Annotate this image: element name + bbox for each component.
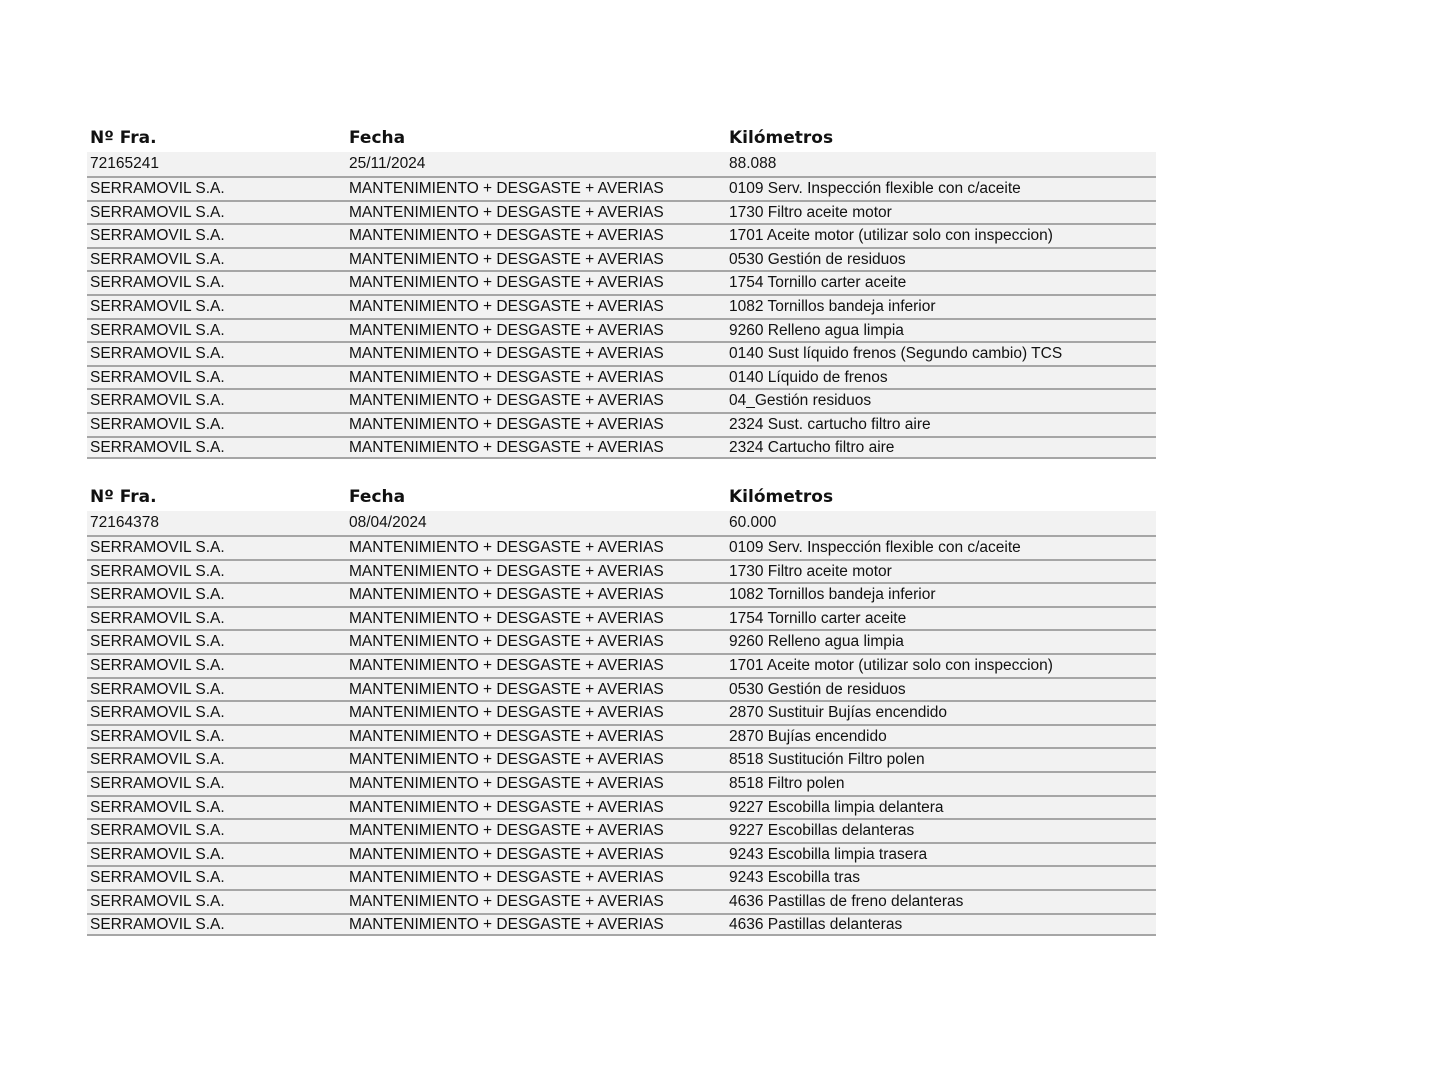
header-row bbox=[87, 125, 1156, 152]
table-row bbox=[87, 629, 1156, 653]
category-cell: MANTENIMIENTO + DESGASTE + AVERIAS bbox=[349, 180, 664, 198]
invoice-number-header: Nº Fra. bbox=[90, 128, 157, 148]
description-cell: 1082 Tornillos bandeja inferior bbox=[729, 586, 936, 604]
category-cell: MANTENIMIENTO + DESGASTE + AVERIAS bbox=[349, 298, 664, 316]
provider-cell: SERRAMOVIL S.A. bbox=[90, 392, 225, 410]
provider-cell: SERRAMOVIL S.A. bbox=[90, 180, 225, 198]
table-row bbox=[87, 318, 1156, 342]
date-header: Fecha bbox=[349, 487, 406, 507]
category-cell: MANTENIMIENTO + DESGASTE + AVERIAS bbox=[349, 892, 664, 910]
category-cell: MANTENIMIENTO + DESGASTE + AVERIAS bbox=[349, 774, 664, 792]
invoice-km: 88.088 bbox=[729, 155, 777, 173]
description-cell: 0109 Serv. Inspección flexible con c/aceite bbox=[729, 180, 1021, 198]
provider-cell: SERRAMOVIL S.A. bbox=[90, 415, 225, 433]
table-row bbox=[87, 795, 1156, 819]
provider-cell: SERRAMOVIL S.A. bbox=[90, 704, 225, 722]
description-cell: 1754 Tornillo carter aceite bbox=[729, 609, 907, 627]
invoice-meta-row bbox=[87, 152, 1156, 176]
provider-cell: SERRAMOVIL S.A. bbox=[90, 774, 225, 792]
category-cell: MANTENIMIENTO + DESGASTE + AVERIAS bbox=[349, 633, 664, 651]
table-row bbox=[87, 270, 1156, 294]
description-cell: 4636 Pastillas delanteras bbox=[729, 915, 903, 933]
description-cell: 1082 Tornillos bandeja inferior bbox=[729, 298, 936, 316]
invoice-number: 72165241 bbox=[90, 155, 159, 173]
table-row bbox=[87, 700, 1156, 724]
provider-cell: SERRAMOVIL S.A. bbox=[90, 368, 225, 386]
description-cell: 9260 Relleno agua limpia bbox=[729, 321, 904, 339]
provider-cell: SERRAMOVIL S.A. bbox=[90, 321, 225, 339]
category-cell: MANTENIMIENTO + DESGASTE + AVERIAS bbox=[349, 680, 664, 698]
provider-cell: SERRAMOVIL S.A. bbox=[90, 751, 225, 769]
table-row bbox=[87, 200, 1156, 224]
table-row bbox=[87, 653, 1156, 677]
provider-cell: SERRAMOVIL S.A. bbox=[90, 227, 225, 245]
table-row bbox=[87, 606, 1156, 630]
provider-cell: SERRAMOVIL S.A. bbox=[90, 539, 225, 557]
category-cell: MANTENIMIENTO + DESGASTE + AVERIAS bbox=[349, 609, 664, 627]
category-cell: MANTENIMIENTO + DESGASTE + AVERIAS bbox=[349, 415, 664, 433]
category-cell: MANTENIMIENTO + DESGASTE + AVERIAS bbox=[349, 704, 664, 722]
provider-cell: SERRAMOVIL S.A. bbox=[90, 203, 225, 221]
description-cell: 0530 Gestión de residuos bbox=[729, 250, 906, 268]
category-cell: MANTENIMIENTO + DESGASTE + AVERIAS bbox=[349, 539, 664, 557]
provider-cell: SERRAMOVIL S.A. bbox=[90, 657, 225, 675]
category-cell: MANTENIMIENTO + DESGASTE + AVERIAS bbox=[349, 586, 664, 604]
table-row bbox=[87, 436, 1156, 460]
description-cell: 9243 Escobilla tras bbox=[729, 869, 860, 887]
table-row bbox=[87, 247, 1156, 271]
category-cell: MANTENIMIENTO + DESGASTE + AVERIAS bbox=[349, 321, 664, 339]
category-cell: MANTENIMIENTO + DESGASTE + AVERIAS bbox=[349, 438, 664, 456]
table-row bbox=[87, 677, 1156, 701]
provider-cell: SERRAMOVIL S.A. bbox=[90, 250, 225, 268]
provider-cell: SERRAMOVIL S.A. bbox=[90, 798, 225, 816]
table-row bbox=[87, 535, 1156, 559]
table-row bbox=[87, 341, 1156, 365]
provider-cell: SERRAMOVIL S.A. bbox=[90, 680, 225, 698]
description-cell: 1730 Filtro aceite motor bbox=[729, 203, 892, 221]
table-row bbox=[87, 223, 1156, 247]
description-cell: 2870 Bujías encendido bbox=[729, 727, 887, 745]
table-row bbox=[87, 582, 1156, 606]
items-list bbox=[87, 176, 1156, 459]
category-cell: MANTENIMIENTO + DESGASTE + AVERIAS bbox=[349, 869, 664, 887]
table-row bbox=[87, 365, 1156, 389]
description-cell: 2324 Sust. cartucho filtro aire bbox=[729, 415, 931, 433]
description-cell: 0140 Sust líquido frenos (Segundo cambio) TCS bbox=[729, 345, 1063, 363]
provider-cell: SERRAMOVIL S.A. bbox=[90, 822, 225, 840]
table-row bbox=[87, 865, 1156, 889]
provider-cell: SERRAMOVIL S.A. bbox=[90, 727, 225, 745]
invoice-date: 25/11/2024 bbox=[349, 155, 426, 173]
description-cell: 9243 Escobilla limpia trasera bbox=[729, 845, 928, 863]
category-cell: MANTENIMIENTO + DESGASTE + AVERIAS bbox=[349, 274, 664, 292]
description-cell: 2870 Sustituir Bujías encendido bbox=[729, 704, 948, 722]
table-row bbox=[87, 388, 1156, 412]
km-header: Kilómetros bbox=[729, 487, 834, 507]
provider-cell: SERRAMOVIL S.A. bbox=[90, 892, 225, 910]
invoice-meta-row bbox=[87, 511, 1156, 535]
category-cell: MANTENIMIENTO + DESGASTE + AVERIAS bbox=[349, 368, 664, 386]
table-row bbox=[87, 724, 1156, 748]
description-cell: 9227 Escobillas delanteras bbox=[729, 822, 915, 840]
invoice-number: 72164378 bbox=[90, 514, 159, 532]
category-cell: MANTENIMIENTO + DESGASTE + AVERIAS bbox=[349, 727, 664, 745]
provider-cell: SERRAMOVIL S.A. bbox=[90, 845, 225, 863]
description-cell: 04_Gestión residuos bbox=[729, 392, 872, 410]
km-header: Kilómetros bbox=[729, 128, 834, 148]
table-row bbox=[87, 176, 1156, 200]
provider-cell: SERRAMOVIL S.A. bbox=[90, 609, 225, 627]
category-cell: MANTENIMIENTO + DESGASTE + AVERIAS bbox=[349, 657, 664, 675]
provider-cell: SERRAMOVIL S.A. bbox=[90, 438, 225, 456]
description-cell: 1730 Filtro aceite motor bbox=[729, 562, 892, 580]
category-cell: MANTENIMIENTO + DESGASTE + AVERIAS bbox=[349, 845, 664, 863]
category-cell: MANTENIMIENTO + DESGASTE + AVERIAS bbox=[349, 227, 664, 245]
category-cell: MANTENIMIENTO + DESGASTE + AVERIAS bbox=[349, 203, 664, 221]
invoice-number-header: Nº Fra. bbox=[90, 487, 157, 507]
category-cell: MANTENIMIENTO + DESGASTE + AVERIAS bbox=[349, 250, 664, 268]
items-list bbox=[87, 535, 1156, 936]
description-cell: 0109 Serv. Inspección flexible con c/aceite bbox=[729, 539, 1021, 557]
category-cell: MANTENIMIENTO + DESGASTE + AVERIAS bbox=[349, 392, 664, 410]
category-cell: MANTENIMIENTO + DESGASTE + AVERIAS bbox=[349, 798, 664, 816]
provider-cell: SERRAMOVIL S.A. bbox=[90, 345, 225, 363]
description-cell: 1754 Tornillo carter aceite bbox=[729, 274, 907, 292]
table-row bbox=[87, 294, 1156, 318]
provider-cell: SERRAMOVIL S.A. bbox=[90, 869, 225, 887]
description-cell: 0530 Gestión de residuos bbox=[729, 680, 906, 698]
description-cell: 1701 Aceite motor (utilizar solo con inspeccion) bbox=[729, 227, 1053, 245]
provider-cell: SERRAMOVIL S.A. bbox=[90, 586, 225, 604]
table-row bbox=[87, 889, 1156, 913]
description-cell: 2324 Cartucho filtro aire bbox=[729, 438, 895, 456]
invoice-block bbox=[87, 125, 1156, 459]
description-cell: 0140 Líquido de frenos bbox=[729, 368, 888, 386]
description-cell: 4636 Pastillas de freno delanteras bbox=[729, 892, 964, 910]
table-row bbox=[87, 818, 1156, 842]
category-cell: MANTENIMIENTO + DESGASTE + AVERIAS bbox=[349, 822, 664, 840]
table-row bbox=[87, 913, 1156, 937]
category-cell: MANTENIMIENTO + DESGASTE + AVERIAS bbox=[349, 562, 664, 580]
invoice-block bbox=[87, 484, 1156, 936]
description-cell: 8518 Filtro polen bbox=[729, 774, 845, 792]
header-row bbox=[87, 484, 1156, 511]
description-cell: 8518 Sustitución Filtro polen bbox=[729, 751, 925, 769]
invoice-km: 60.000 bbox=[729, 514, 777, 532]
table-row bbox=[87, 412, 1156, 436]
table-row bbox=[87, 559, 1156, 583]
description-cell: 9227 Escobilla limpia delantera bbox=[729, 798, 944, 816]
provider-cell: SERRAMOVIL S.A. bbox=[90, 298, 225, 316]
category-cell: MANTENIMIENTO + DESGASTE + AVERIAS bbox=[349, 751, 664, 769]
provider-cell: SERRAMOVIL S.A. bbox=[90, 274, 225, 292]
provider-cell: SERRAMOVIL S.A. bbox=[90, 562, 225, 580]
table-row bbox=[87, 842, 1156, 866]
category-cell: MANTENIMIENTO + DESGASTE + AVERIAS bbox=[349, 915, 664, 933]
date-header: Fecha bbox=[349, 128, 406, 148]
description-cell: 9260 Relleno agua limpia bbox=[729, 633, 904, 651]
category-cell: MANTENIMIENTO + DESGASTE + AVERIAS bbox=[349, 345, 664, 363]
table-row bbox=[87, 747, 1156, 771]
table-row bbox=[87, 771, 1156, 795]
invoice-date: 08/04/2024 bbox=[349, 514, 427, 532]
provider-cell: SERRAMOVIL S.A. bbox=[90, 915, 225, 933]
provider-cell: SERRAMOVIL S.A. bbox=[90, 633, 225, 651]
description-cell: 1701 Aceite motor (utilizar solo con inspeccion) bbox=[729, 657, 1053, 675]
